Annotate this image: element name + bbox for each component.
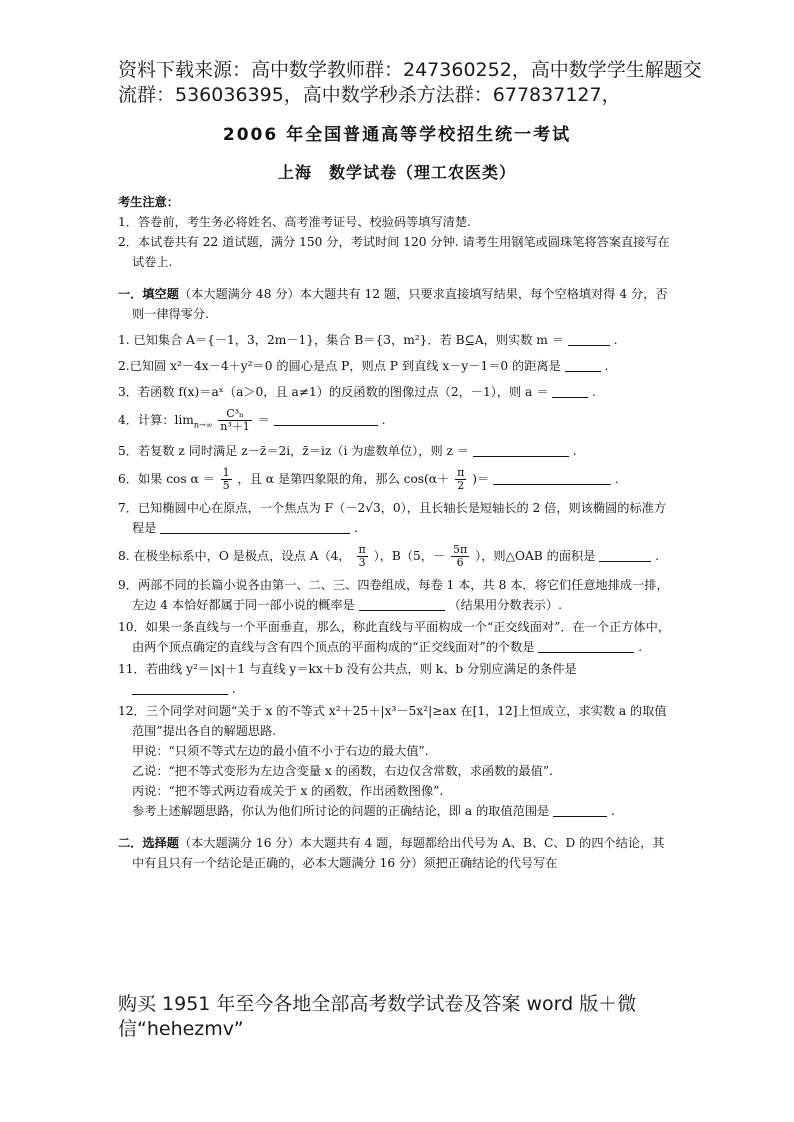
question-8: 8. 在极坐标系中，O 是极点，设点 A（4， $\frac{\pi}{3}$ ），B（5，－ $\frac{5\pi}{6}$ ），则△OAB 的面积是 . [118,543,659,570]
question-4: 4．计算：$\lim_{n\to\infty}$ $\frac{\text{C³ₙ}}{\text{n³＋1}}$ ＝ . [118,407,386,433]
pi-half-fraction: $\frac{\pi}{2}$ [457,466,465,493]
answer-blank-10[interactable] [538,638,634,653]
question-10: 10．如果一条直线与一个平面垂直，那么，称此直线与平面构成一个“正交线面对”．在一个正方体中，由两个顶点确定的直线与含有四个顶点的平面构成的“正交线面对”的个数是 . [118,620,671,655]
question-12: 12．三个同学对问题“关于 x 的不等式 x²＋25＋|x³－5x²|≥ax 在[1，12]上恒成立，求实数 a 的取值范围”提出各自的解题思路. [118,704,667,739]
answer-blank-7[interactable] [160,519,350,534]
angle-b-fraction: $\frac{5\pi}{6}$ [453,543,468,570]
answer-blank-5[interactable] [473,442,569,457]
banner-top: 资料下载来源：高中数学教师群：247360252，高中数学学生解题交流群：536036395，高中数学秒杀方法群：677837127， [118,59,702,106]
question-5: 5．若复数 z 同时满足 z－z̄＝2i，z̄＝iz（i 为虚数单位），则 z ＝ . [118,444,577,459]
question-12-yi: 乙说：“把不等式变形为左边含变量 x 的函数，右边仅含常数，求函数的最值”. [132,764,553,779]
section2-header [118,833,674,873]
answer-blank-4[interactable] [274,411,378,426]
section1-header [118,284,674,324]
notice-item-1: 1．答卷前，考生务必将姓名、高考准考证号、校验码等填写清楚. [118,215,471,229]
section2-intro: （本大题满分 16 分）本大题共有 4 题，每题都给出代号为 A、B、C、D 的四个结论，其中有且只有一个结论是正确的，必本大题满分 16 分）须把正确结论的代号写在 [132,836,665,871]
notice-heading: 考生注意： [118,195,179,209]
answer-blank-9[interactable] [359,596,445,611]
answer-blank-2[interactable] [565,357,601,372]
answer-blank-1[interactable] [568,331,610,346]
answer-blank-6[interactable] [493,470,611,485]
question-11: 11．若曲线 y²＝|x|＋1 与直线 y＝kx＋b 没有公共点，则 k、b 分别应满足的条件是 . [118,662,577,697]
question-1: 1. 已知集合 A＝{－1，3，2m－1}，集合 B＝{3，m²}．若 B⊆A，则实数 m ＝ . [118,333,618,347]
answer-blank-11[interactable] [132,680,228,695]
question-12-jia: 甲说：“只须不等式左边的最小值不小于右边的最大值”. [132,744,429,759]
answer-blank-12[interactable] [553,802,607,817]
answer-blank-3[interactable] [552,383,588,398]
notice-item-2: 2．本试卷共有 22 道试题，满分 150 分，考试时间 120 分钟. 请考生用钢笔或圆珠笔将答案直接写在试卷上. [118,235,670,269]
banner-bottom: 购买 1951 年至今各地全部高考数学试卷及答案 word 版＋微信“hehezmv” [118,993,637,1040]
cos-fraction: $\frac{1}{5}$ [222,466,230,493]
section1-intro: （本大题满分 48 分）本大题共有 12 题，只要求直接填写结果，每个空格填对得 4 分，否则一律得零分. [132,287,668,321]
question-7: 7．已知椭圆中心在原点，一个焦点为 F（－2√3，0），且长轴长是短轴长的 2 倍，则该椭圆的标准方程是 . [118,501,667,536]
angle-a-fraction: $\frac{\pi}{3}$ [358,543,366,570]
section2-heading: 二．选择题 [118,836,179,851]
question-12-bing: 丙说：“把不等式两边看成关于 x 的函数，作出函数图像”. [132,784,444,799]
limit-fraction: $\frac{\text{C³ₙ}}{\text{n³＋1}}$ [220,407,250,433]
question-6: 6．如果 cos α ＝ $\frac{1}{5}$ ，且 α 是第四象限的角，那么 cos(α＋ $\frac{\pi}{2}$ )＝ . [118,466,619,493]
question-9: 9．两部不同的长篇小说各由第一、二、三、四卷组成，每卷 1 本，共 8 本．将它们任意地排成一排，左边 4 本恰好都属于同一部小说的概率是 （结果用分数表示）. [118,578,669,613]
question-3: 3．若函数 f(x)＝aˣ（a＞0，且 a≠1）的反函数的图像过点（2，－1），则 a ＝ . [118,385,597,399]
question-12-ask: 参考上述解题思路，你认为他们所讨论的问题的正确结论，即 a 的取值范围是 . [132,804,615,819]
exam-subtitle: 上海 数学试卷（理工农医类） [277,163,516,182]
answer-blank-8[interactable] [599,547,651,562]
exam-content [118,192,674,873]
question-2: 2.已知圆 x²－4x－4＋y²＝0 的圆心是点 P，则点 P 到直线 x－y－1＝0 的距离是 . [118,359,609,373]
section1-heading: 一．填空题 [118,287,179,301]
exam-title: 2006 年全国普通高等学校招生统一考试 [222,125,572,145]
